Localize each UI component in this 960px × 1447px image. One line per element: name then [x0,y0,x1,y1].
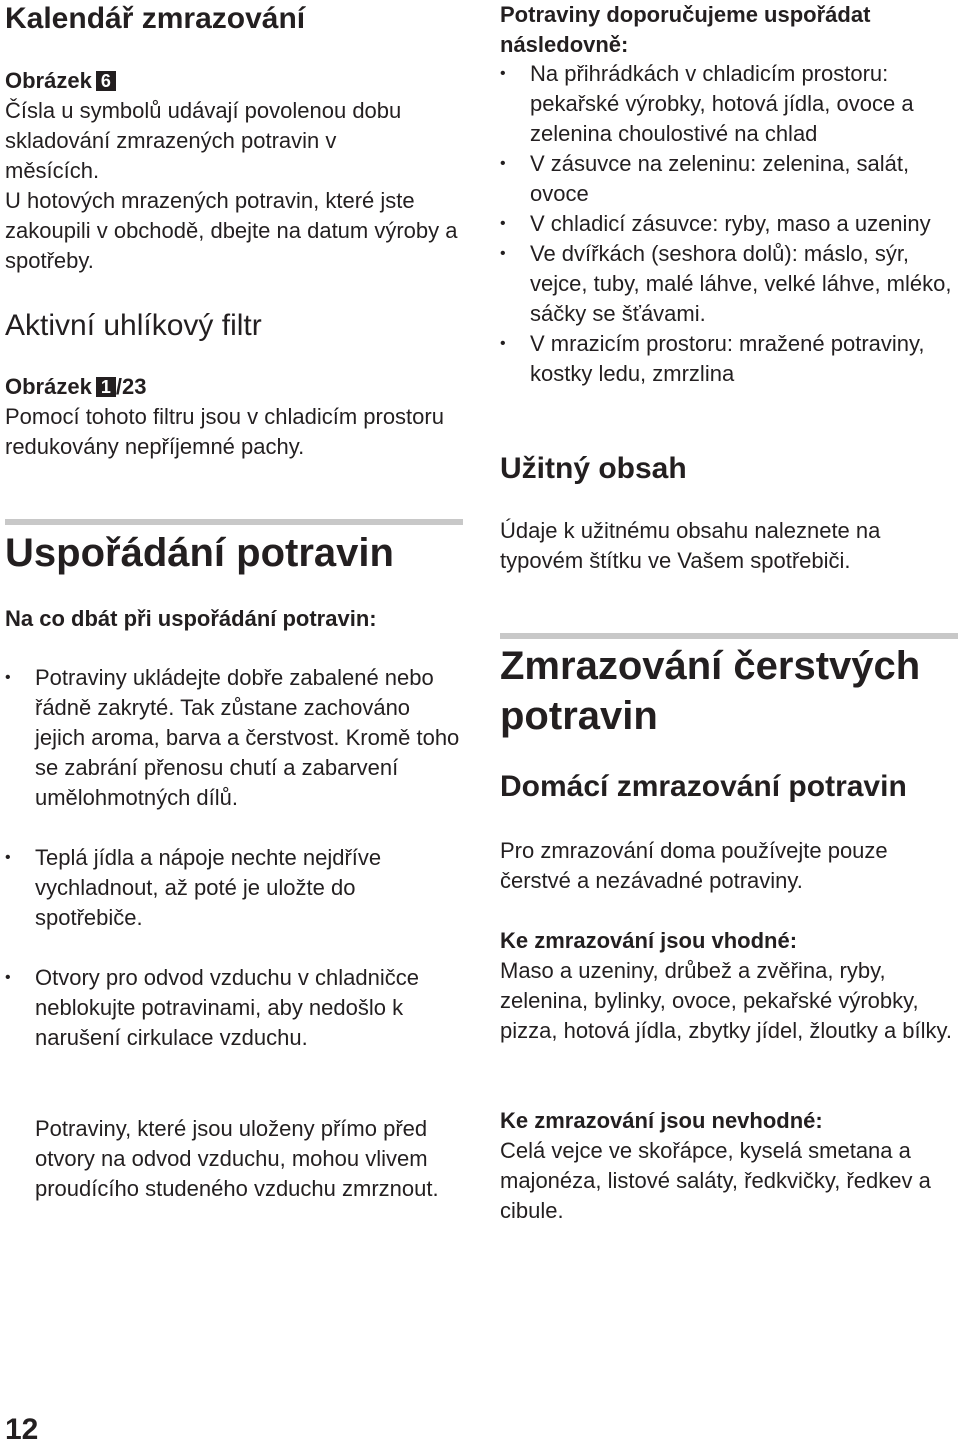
list-item: • V mrazicím prostoru: mražené potraviny, kostky ledu, zmrzlina [500,329,955,389]
figure-label: Obrázek [5,68,92,93]
storage-title: Uspořádání potravin [5,531,394,575]
list-item: • V zásuvce na zeleninu: zelenina, salát, ovoce [500,149,955,209]
list-item: • Ve dvířkách (seshora dolů): máslo, sýr, vejce, tuby, malé láhve, velké láhve, mléko, sáčky se šťávami. [500,239,955,329]
unsuitable-text: Celá vejce ve skořápce, kyselá smetana a majonéza, listové saláty, ředkvičky, ředkev a cibule. [500,1138,931,1223]
unsuitable-label: Ke zmrazování jsou nevhodné: [500,1108,823,1133]
list-item: • Otvory pro odvod vzduchu v chladničce neblokujte potravinami, aby nedošlo k narušení cirkulace vzduchu. [5,963,465,1053]
freezing-subtitle: Domácí zmrazování potravin [500,770,907,803]
storage-bullet-list [5,663,465,1053]
list-item: • Na přihrádkách v chladicím prostoru: pekařské výrobky, hotová jídla, ovoce a zelenina choulostivé na chlad [500,59,955,149]
list-item: • V chladicí zásuvce: ryby, maso a uzeniny [500,209,955,239]
storage-note: Potraviny, které jsou uloženy přímo před otvory na odvod vzduchu, mohou vlivem proudícího studeného vzduchu zmrznout. [35,1116,439,1201]
freezing-title: Zmrazování čerstvých potravin [500,644,921,738]
figure-suffix: /23 [115,374,147,399]
storage-subtitle: Na co dbát při uspořádání potravin: [5,606,377,631]
recommend-lead: Potraviny doporučujeme uspořádat následovně: [500,2,871,57]
list-item: • Teplá jídla a nápoje nechte nejdříve vychladnout, až poté je uložte do spotřebiče. [5,843,465,933]
figure-number-badge: 6 [96,71,116,91]
section-divider [500,633,958,639]
section-divider [5,519,463,525]
figure-label: Obrázek [5,374,92,399]
freezing-intro: Pro zmrazování doma používejte pouze čerstvé a nezávadné potraviny. [500,838,888,893]
useful-text: Údaje k užitnému obsahu naleznete na typovém štítku ve Vašem spotřebiči. [500,518,881,573]
filter-title: Aktivní uhlíkový filtr [5,309,262,342]
calendar-title: Kalendář zmrazování [5,2,306,35]
recommend-bullet-list [500,59,955,389]
suitable-label: Ke zmrazování jsou vhodné: [500,928,798,953]
suitable-text: Maso a uzeniny, drůbež a zvěřina, ryby, zelenina, bylinky, ovoce, pekařské výrobky, pizza, hotová jídla, zbytky jídel, žloutky a bílky. [500,958,953,1043]
useful-title: Užitný obsah [500,452,687,485]
page-number: 12 [5,1413,39,1446]
calendar-note: U hotových mrazených potravin, které jste zakoupili v obchodě, dbejte na datum výroby a spotřeby. [5,188,458,273]
calendar-figure-ref [5,66,465,96]
list-item: • Potraviny ukládejte dobře zabalené nebo řádně zakryté. Tak zůstane zachováno jejich aroma, barva a čerstvost. Kromě toho se zabrání přenosu chutí a zabarvení umělohmotných dílů. [5,663,465,813]
calendar-text: Čísla u symbolů udávají povolenou dobu skladování zmrazených potravin v měsících. [5,98,402,183]
filter-figure-ref [5,372,465,402]
filter-text: Pomocí tohoto filtru jsou v chladicím prostoru redukovány nepříjemné pachy. [5,404,444,459]
figure-number-badge: 1 [96,377,116,397]
